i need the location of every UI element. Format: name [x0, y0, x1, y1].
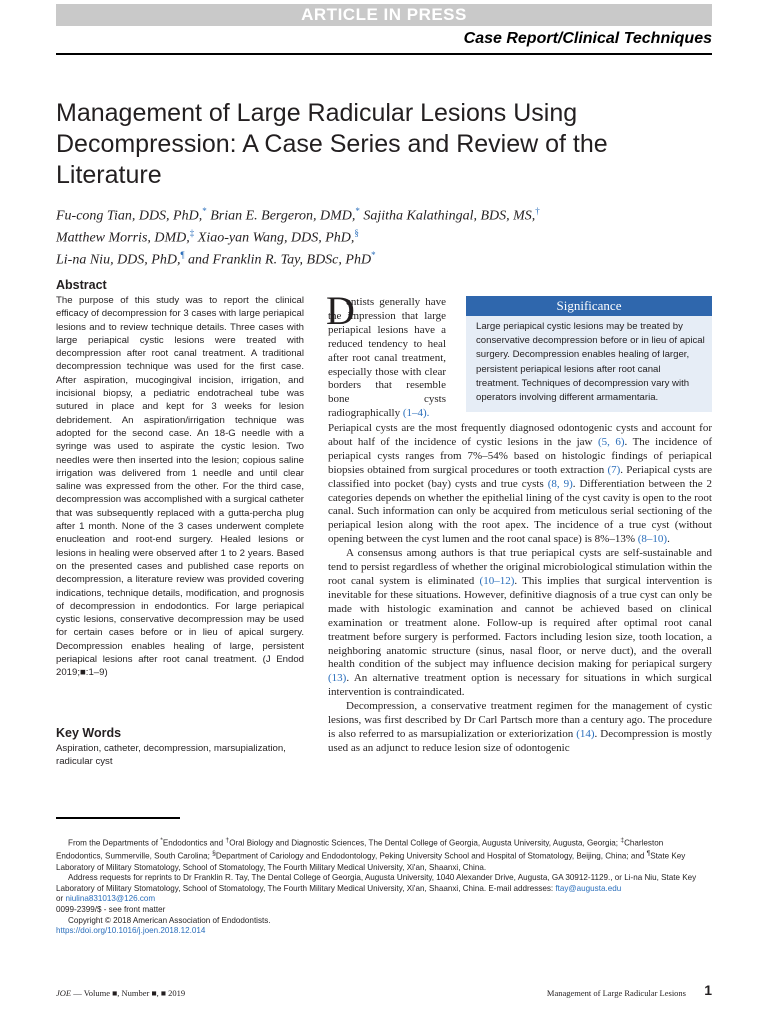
journal-abbrev: JOE [56, 988, 72, 998]
article-title: Management of Large Radicular Lesions Using Decompression: A Case Series and Review of the Literature [56, 99, 608, 189]
affiliation-mark: ¶ [646, 850, 651, 858]
copyright-line: Copyright © 2018 American Association of Endodontists. [68, 915, 271, 925]
body-text-run: . The incidence of periapical cysts ranges from 7%–54% based on histologic findings of periapical biopsies obtained from surgical procedures or tooth extraction [328, 435, 712, 476]
note-text: Department of Cariology and Endodontology, Peking University School and Hospital of Stomatology, Beijing, China; and [215, 851, 647, 861]
affiliation-mark[interactable]: § [354, 228, 359, 239]
abstract-heading: Abstract [56, 278, 107, 292]
article-in-press-banner: ARTICLE IN PRESS [56, 4, 712, 26]
body-text-run: Periapical cysts are the most frequently diagnosed odontogenic cysts and account for about half of the incidence of cystic lesions in the jaw [328, 422, 712, 448]
body-text-run: Decompression, a conservative treatment regimen for the management of cystic lesions, was first described by Dr Carl Partsch more than a century ago. The procedure is also referred to as marsupialization or exteriorization [328, 700, 712, 740]
keywords-text: Aspiration, catheter, decompression, marsupialization, radicular cyst [56, 743, 286, 768]
section-label: Case Report/Clinical Techniques [463, 30, 712, 47]
body-text-run: . [667, 533, 670, 546]
header-rule [56, 53, 712, 55]
note-text: Oral Biology and Diagnostic Sciences, The Dental College of Georgia, Augusta University, Augusta, Georgia; [229, 838, 621, 848]
author-list [56, 203, 656, 269]
footer-journal-info [56, 988, 185, 998]
email-link[interactable]: niulina831013@126.com [65, 894, 156, 904]
body-paragraph [328, 422, 712, 547]
significance-text: Large periapical cystic lesions may be treated by conservative decompression before or in lieu of apical surgery. Decompression enables healing of larger, persistent periapical lesions after root canal treatment. Techniques of decompression vary with operators involving different armamentaria. [476, 321, 705, 404]
body-text-run: . An alternative treatment option is necessary for situations in which surgical intervention is contraindicated. [328, 672, 712, 699]
note-text: State Key Laboratory of Military Stomatology, School of Stomatology, The Fourth Military Medical University, Xi'an, Shaanxi, China. [56, 851, 686, 872]
affiliation-mark[interactable]: * [371, 250, 376, 261]
page-number: 1 [704, 982, 712, 998]
body-text-run: . Periapical cysts are classified into pocket (bay) cysts and true cysts [328, 463, 712, 490]
intro-text: entists generally have the impression that large periapical lesions have a reduced tendency to heal after root canal treatment, especially those with clear borders that resemble bone cysts radiographically [328, 296, 446, 420]
author-name: and Franklin R. Tay, BDSc, PhD [188, 252, 372, 268]
reference-link[interactable]: (8, 9) [547, 477, 573, 490]
volume-line: — Volume ■, Number ■, ■ 2019 [71, 988, 186, 998]
author-name: Matthew Morris, DMD, [56, 230, 190, 246]
affiliation-mark: ‡ [620, 837, 625, 844]
affiliation-mark[interactable]: ¶ [180, 250, 185, 261]
author-name: Xiao-yan Wang, DDS, PhD, [197, 230, 355, 246]
abstract-text [56, 294, 304, 680]
author-name: Brian E. Bergeron, DMD, [210, 208, 356, 224]
affiliation-mark: * [160, 837, 163, 844]
running-title: Management of Large Radicular Lesions [546, 988, 686, 998]
reference-link[interactable]: (10–12) [479, 574, 515, 587]
affiliation-mark: § [212, 850, 216, 858]
footnote-rule [56, 817, 180, 819]
reference-link[interactable]: (13) [328, 672, 347, 685]
intro-paragraph [328, 296, 446, 421]
reference-link[interactable]: (7) [607, 463, 621, 476]
footnotes [56, 836, 712, 937]
body-text-run: . This implies that surgical intervention is inevitable for these situations. However, definitive diagnosis of a true cyst can only be made with histologic examination and cannot be achieved based on clinical examination or treatment alone. Follow-up is required after optimal root canal treatment before surgery is performed. Factors including lesion size, tooth location, a neighboring anatomic structure (sinus, nasal floor, or nerve duct), and the overall health condition of the subject may influence decision making for periapical surgery [328, 574, 712, 671]
affiliation-mark[interactable]: † [535, 206, 540, 216]
body-text-run: A consensus among authors is that true periapical cysts are self-sustainable and tend to persist regardless of whether the original microbiological stimulation within the root canal system is eliminated [328, 547, 712, 587]
affiliation-mark: † [225, 837, 230, 844]
keywords-heading: Key Words [56, 726, 122, 740]
affiliation-mark[interactable]: * [355, 206, 360, 216]
abstract-citation: (J Endod 2019;■:1–9) [56, 654, 304, 679]
note-text: Endodontics and [162, 838, 226, 848]
issn-line: 0099-2399/$ - see front matter [56, 904, 166, 914]
body-text-run: . Decompression is mostly used as an adjunct to reduce lesion size of odontogenic [328, 727, 712, 754]
body-text-run: . Differentiation between the 2 categories depends on whether the epithelial lining of the cyst cavity is open to the root canal. Such information can only be acquired from meticulous serial sectioning of the periapical lesion along with the root apex. The incidence of a true cyst (without opening between the cyst lumen and the root canal space) is 8%–13% [328, 477, 713, 546]
note-text: or [56, 894, 66, 904]
note-text: Charleston Endodontics, Summerville, South Carolina; [56, 838, 664, 861]
note-text: Address requests for reprints to Dr Franklin R. Tay, The Dental College of Georgia, Augusta University, 1040 Alexander Drive, Augusta, GA 30912-1129., or Li-na Niu, State Key Laboratory of Military Stomatology, School of Stomatology, The Fourth Military Medical University, Xi'an, Shaanxi, China. E-mail addresses: [56, 873, 697, 893]
email-line [56, 894, 712, 905]
abstract-body: The purpose of this study was to report the clinical efficacy of decompression for 3 cases with large periapical lesions and to review technique details. Three cases with large periapical cystic lesions were treated with decompression after root canal treatment. A traditional decompression technique was used for the first case. After aspiration, mucogingival incision, irrigation, and incisional biopsy, a pediatric endotracheal tube was sutured in place and kept for 3 weeks for lesion debridement. An aspiration/irrigation technique was adopted for the second case. An 18-G needle with a syringe was used to aspirate the cystic lesion. Two needles were then inserted into the lesion; copious saline irrigation was delivered from 1 needle and until clear saline was expressed from the other. For the third case, decompression was accomplished with a surgical catheter that was subsequently replaced with a gutta-percha plug after 1 month. None of the 3 cases underwent complete enucleation and root-end surgery. Healed lesions or lesions in healing were observed after 1 to 2 years. Based on the presented cases and published case reports on decompression, a literature review was provided covering indications, technique details, modification, and prognosis of decompression in endodontics. For large periapical cystic lesions, conservative decompression may be used for certain cases before or in lieu of apical surgery. Decompression enables healing of large, persistent periapical lesions after root canal treatment. [56, 295, 304, 666]
reference-link[interactable]: (1–4). [402, 407, 430, 420]
email-link[interactable]: ftay@augusta.edu [555, 883, 622, 893]
drop-cap: D [326, 288, 355, 333]
significance-heading: Significance [466, 296, 712, 316]
affiliations-note [56, 836, 712, 873]
note-text: From the Departments of [68, 838, 161, 848]
doi-link[interactable]: https://doi.org/10.1016/j.joen.2018.12.014 [56, 926, 206, 936]
affiliation-mark[interactable]: ‡ [189, 228, 195, 239]
body-paragraph [328, 700, 712, 756]
body-text [328, 422, 712, 756]
author-name: Fu-cong Tian, DDS, PhD, [56, 208, 203, 224]
affiliation-mark[interactable]: * [202, 206, 207, 216]
author-name: Sajitha Kalathingal, BDS, MS, [363, 208, 536, 224]
reference-link[interactable]: (8–10) [637, 533, 668, 546]
reference-link[interactable]: (5, 6) [597, 435, 625, 448]
reprint-address-note [56, 873, 712, 894]
reference-link[interactable]: (14) [576, 727, 595, 740]
author-name: Li-na Niu, DDS, PhD, [56, 252, 181, 268]
body-paragraph [328, 547, 712, 700]
